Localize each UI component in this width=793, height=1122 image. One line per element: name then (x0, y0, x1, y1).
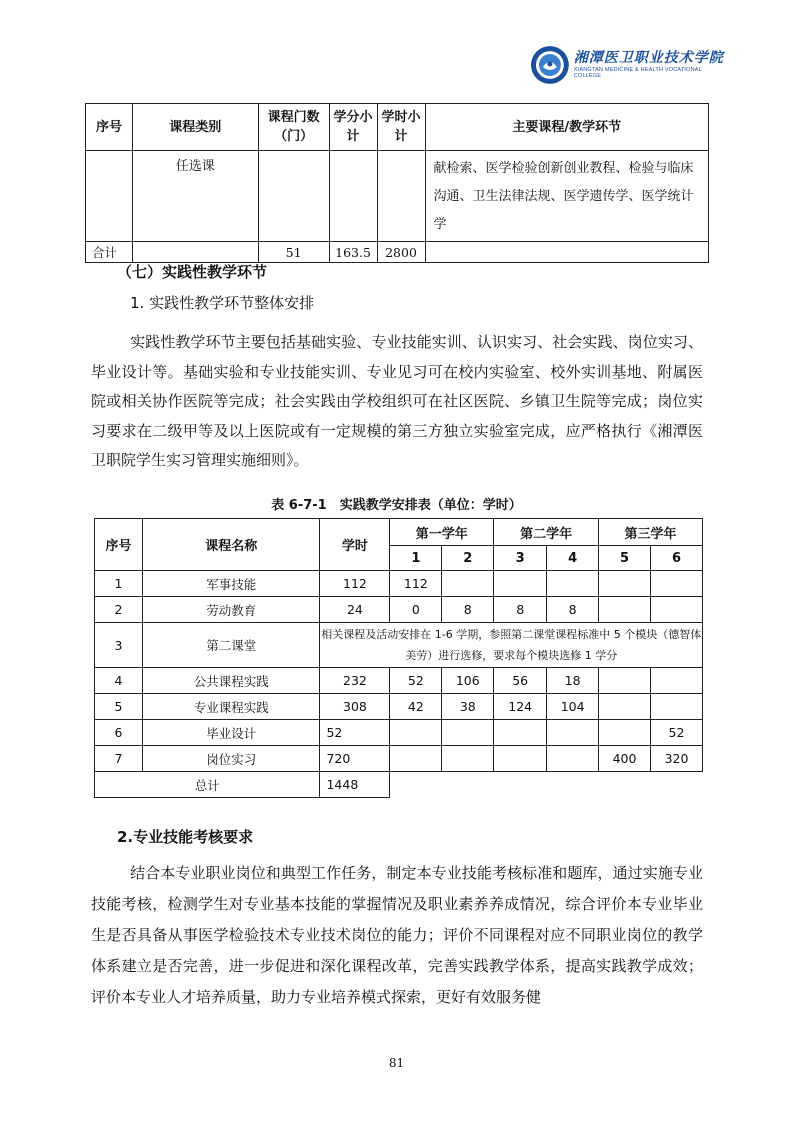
subsection-heading-1: 1. 实践性教学环节整体安排 (130, 294, 315, 312)
cell-term (442, 720, 494, 746)
total-hours: 2800 (377, 242, 425, 263)
table-row (95, 571, 703, 597)
cell-name: 毕业设计 (142, 720, 320, 746)
total-count: 51 (258, 242, 329, 263)
cell-term (651, 571, 703, 597)
cell-no: 5 (95, 694, 143, 720)
cell-term: 8 (442, 597, 494, 623)
col-header-year-1: 第一学年 (390, 519, 494, 546)
cell-term (599, 720, 651, 746)
cell-term (390, 746, 442, 772)
cell-no: 6 (95, 720, 143, 746)
col-header-term-1: 1 (390, 546, 442, 571)
col-header-credits: 学分小计 (329, 104, 377, 151)
cell-term: 112 (390, 571, 442, 597)
cell-name: 劳动教育 (142, 597, 320, 623)
cell-term (651, 694, 703, 720)
table-row (86, 151, 709, 242)
cell-term (651, 668, 703, 694)
cell-term: 52 (390, 668, 442, 694)
cell-term: 42 (390, 694, 442, 720)
col-header-term-3: 3 (494, 546, 547, 571)
col-header-count: 课程门数（门） (258, 104, 329, 151)
cell-term (390, 720, 442, 746)
col-header-hours: 学时 (320, 519, 390, 571)
cell-category: 任选课 (132, 151, 258, 242)
total-row (95, 772, 703, 798)
paragraph-practice (91, 328, 703, 476)
cell-term (494, 746, 547, 772)
cell-no: 2 (95, 597, 143, 623)
col-header-main-courses: 主要课程/教学环节 (425, 104, 709, 151)
cell-term (442, 571, 494, 597)
cell-term: 8 (494, 597, 547, 623)
cell-hours: 112 (320, 571, 390, 597)
college-logo (530, 42, 730, 88)
cell-name: 专业课程实践 (142, 694, 320, 720)
cell-name: 军事技能 (142, 571, 320, 597)
cell-term (547, 720, 599, 746)
col-header-no: 序号 (86, 104, 133, 151)
col-header-category: 课程类别 (132, 104, 258, 151)
table-row (95, 668, 703, 694)
cell-term: 104 (547, 694, 599, 720)
cell-term (442, 746, 494, 772)
college-seal-icon (530, 45, 570, 85)
cell-no: 1 (95, 571, 143, 597)
cell-term: 124 (494, 694, 547, 720)
cell-term: 320 (651, 746, 703, 772)
course-structure-table (85, 103, 709, 263)
col-header-term-4: 4 (547, 546, 599, 571)
col-header-term-2: 2 (442, 546, 494, 571)
cell-no: 3 (95, 623, 143, 668)
table-row (95, 597, 703, 623)
cell-hours (377, 151, 425, 242)
total-label: 合计 (86, 242, 133, 263)
cell-term (599, 694, 651, 720)
total-hours: 1448 (320, 772, 390, 798)
cell-term: 52 (651, 720, 703, 746)
cell-term (599, 668, 651, 694)
cell-no: 4 (95, 668, 143, 694)
col-header-year-3: 第三学年 (599, 519, 703, 546)
cell-term: 400 (599, 746, 651, 772)
col-header-year-2: 第二学年 (494, 519, 599, 546)
table-row (95, 623, 703, 668)
cell-term: 8 (547, 597, 599, 623)
total-row (86, 242, 709, 263)
col-header-term-5: 5 (599, 546, 651, 571)
page-number: 81 (388, 1056, 405, 1070)
total-credits: 163.5 (329, 242, 377, 263)
cell-hours: 308 (320, 694, 390, 720)
col-header-course-name: 课程名称 (142, 519, 320, 571)
cell-credits (329, 151, 377, 242)
cell-name: 第二课堂 (142, 623, 320, 668)
cell-no (86, 151, 133, 242)
cell-hours: 52 (320, 720, 390, 746)
table-row (95, 746, 703, 772)
table-caption: 表 6-7-1 实践教学安排表（单位：学时） (271, 498, 522, 513)
cell-hours: 720 (320, 746, 390, 772)
col-header-term-6: 6 (651, 546, 703, 571)
cell-term (494, 571, 547, 597)
cell-term (494, 720, 547, 746)
logo-english-name: XIANGTAN MEDICINE & HEALTH VOCATIONAL COLLEGE (573, 67, 702, 79)
cell-term: 38 (442, 694, 494, 720)
cell-courses: 献检索、医学检验创新创业教程、检验与临床沟通、卫生法律法规、医学遗传学、医学统计学 (425, 151, 709, 242)
paragraph-skills (91, 858, 703, 1013)
cell-note: 相关课程及活动安排在 1-6 学期，参照第二课堂课程标准中 5 个模块（德智体美劳）进行选修，要求每个模块选修 1 学分 (320, 623, 703, 668)
cell-no: 7 (95, 746, 143, 772)
logo-chinese-name: 湘潭医卫职业技术学院 (573, 50, 724, 66)
section-heading: （七）实践性教学环节 (117, 263, 268, 281)
cell-term (599, 571, 651, 597)
col-header-no: 序号 (95, 519, 143, 571)
cell-term (547, 571, 599, 597)
cell-term (547, 746, 599, 772)
table-row (95, 720, 703, 746)
cell-count (258, 151, 329, 242)
total-label: 总计 (95, 772, 320, 798)
paragraph-skills-text: 结合本专业职业岗位和典型工作任务，制定本专业技能考核标准和题库，通过实施专业技能考核，检测学生对专业基本技能的掌握情况及职业素养养成情况，综合评价本专业毕业生是否具备从事医学检验技术专业技术岗位的能力；评价不同课程对应不同职业岗位的教学体系建立是否完善，进一步促进和深化课程改革，完善实践教学体系，提高实践教学成效；评价本专业人才培养质量，助力专业培养模式探索，更好有效服务健 (91, 864, 703, 1006)
cell-term: 106 (442, 668, 494, 694)
cell-hours: 24 (320, 597, 390, 623)
subsection-heading-2: 2.专业技能考核要求 (117, 828, 254, 846)
cell-term (651, 597, 703, 623)
cell-name: 岗位实习 (142, 746, 320, 772)
cell-name: 公共课程实践 (142, 668, 320, 694)
cell-term: 56 (494, 668, 547, 694)
practice-schedule-table (94, 518, 703, 798)
table-row (95, 694, 703, 720)
paragraph-practice-text: 实践性教学环节主要包括基础实验、专业技能实训、认识实习、社会实践、岗位实习、毕业设计等。基础实验和专业技能实训、专业见习可在校内实验室、校外实训基地、附属医院或相关协作医院等完成；社会实践由学校组织可在社区医院、乡镇卫生院等完成；岗位实习要求在二级甲等及以上医院或有一定规模的第三方独立实验室完成，应严格执行《湘潭医卫职院学生实习管理实施细则》。 (91, 333, 703, 469)
cell-term: 0 (390, 597, 442, 623)
cell-term: 18 (547, 668, 599, 694)
cell-hours: 232 (320, 668, 390, 694)
cell-term (599, 597, 651, 623)
col-header-hours: 学时小计 (377, 104, 425, 151)
